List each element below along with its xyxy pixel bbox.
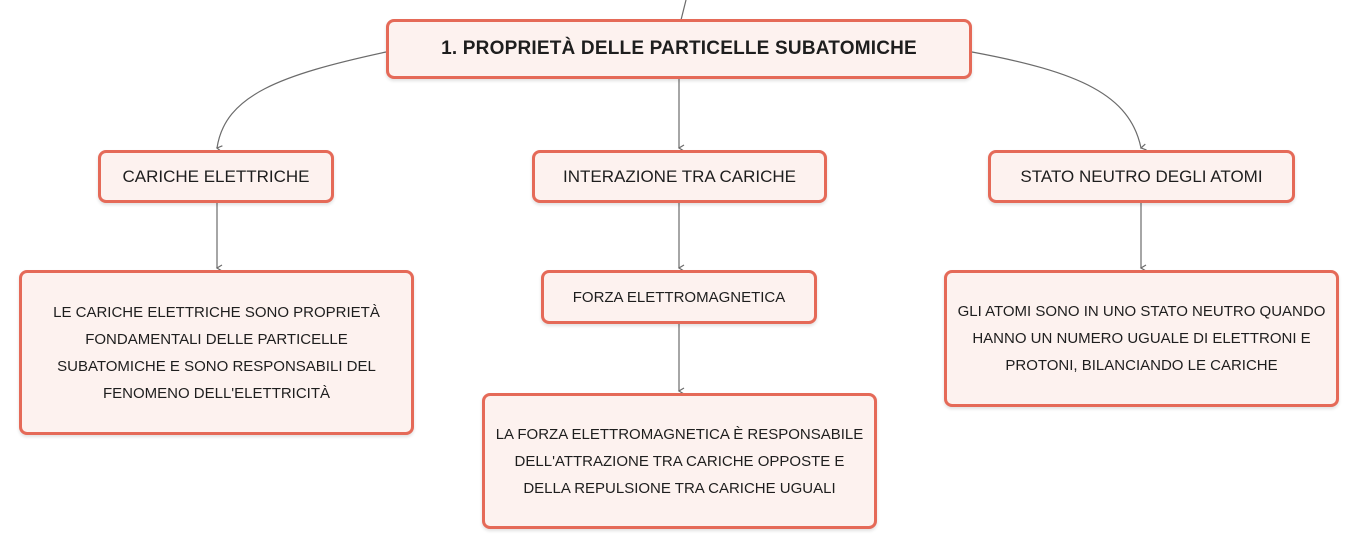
description-text: GLI ATOMI SONO IN UNO STATO NEUTRO QUANDO HANNO UN NUMERO UGUALE DI ELETTRONI E PROTONI, BILANCIANDO LE CARICHE [957, 303, 1326, 374]
root-topic-node[interactable] [386, 19, 972, 79]
root-topic-label: 1. PROPRIETÀ DELLE PARTICELLE SUBATOMICHE [441, 38, 917, 59]
description-node-cariche-elettriche[interactable] [19, 270, 414, 435]
topic-node-cariche-elettriche[interactable] [98, 150, 334, 203]
subtopic-node-forza-elettromagnetica[interactable] [541, 270, 817, 324]
connector-root-to-cariche [217, 52, 386, 148]
connector-parent-to-root [681, 0, 686, 20]
topic-node-interazione-tra-cariche[interactable] [532, 150, 827, 203]
description-node-forza-elettromagnetica[interactable] [482, 393, 877, 529]
subtopic-label: FORZA ELETTROMAGNETICA [572, 288, 786, 306]
connector-root-to-stato [972, 52, 1141, 148]
description-node-stato-neutro[interactable] [944, 270, 1339, 407]
description-text: LA FORZA ELETTROMAGNETICA È RESPONSABILE DELL'ATTRAZIONE TRA CARICHE OPPOSTE E DELLA REPULSIONE TRA CARICHE UGUALI [495, 425, 864, 497]
topic-label: INTERAZIONE TRA CARICHE [563, 166, 796, 186]
topic-label: STATO NEUTRO DEGLI ATOMI [1020, 166, 1263, 186]
topic-label: CARICHE ELETTRICHE [122, 166, 310, 186]
topic-node-stato-neutro[interactable] [988, 150, 1295, 203]
description-text: LE CARICHE ELETTRICHE SONO PROPRIETÀ FONDAMENTALI DELLE PARTICELLE SUBATOMICHE E SONO RESPONSABILI DEL FENOMENO DELL'ELETTRICITÀ [53, 303, 380, 402]
